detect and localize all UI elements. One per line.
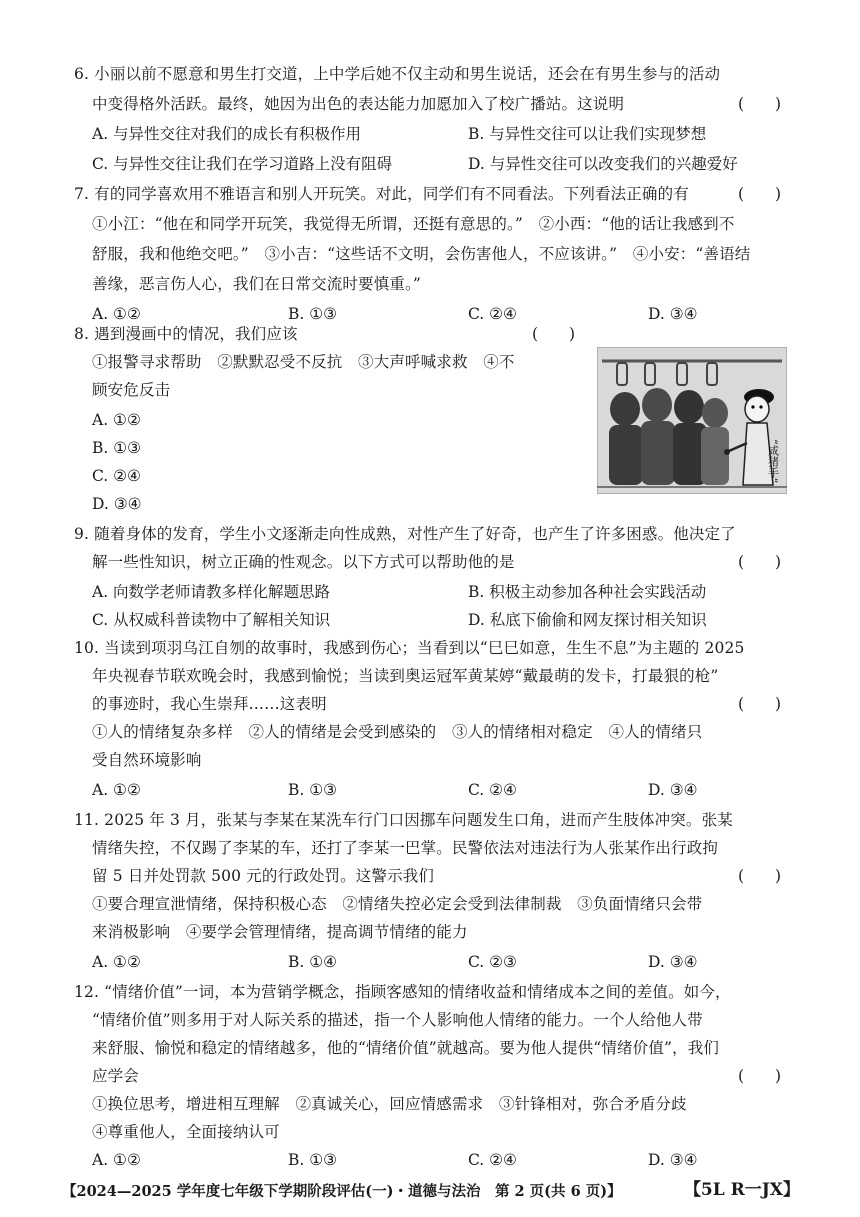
q12-option-b: B. ①③ bbox=[288, 1151, 338, 1169]
q6-option-d: D. 与异性交往可以改变我们的兴趣爱好 bbox=[468, 155, 738, 173]
cartoon-caption: “咸猪手” bbox=[766, 439, 780, 484]
q11-answer-bracket: ( ) bbox=[738, 867, 782, 885]
q11-option-c: C. ②③ bbox=[468, 953, 517, 971]
q11-line2: 情绪失控，不仅踢了李某的车，还打了李某一巴掌。民警依法对违法行为人张某作出行政拘 bbox=[92, 839, 719, 857]
q11-option-a: A. ①② bbox=[92, 953, 141, 971]
q9-option-a: A. 向数学老师请教多样化解题思路 bbox=[92, 583, 331, 601]
q8-line1: 8. 遇到漫画中的情况，我们应该 bbox=[74, 325, 298, 343]
q6-answer-bracket: ( ) bbox=[738, 95, 782, 113]
bus-harassment-cartoon bbox=[597, 347, 787, 494]
q12-answer-bracket: ( ) bbox=[738, 1067, 782, 1085]
q7-line2: ①小江：“他在和同学开玩笑，我觉得无所谓，还挺有意思的。” ②小西：“他的话让我感到不 bbox=[92, 215, 735, 233]
q12-line3: 来舒服、愉悦和稳定的情绪越多，他的“情绪价值”就越高。要为他人提供“情绪价值”，我们 bbox=[92, 1039, 719, 1057]
q7-line4: 善缘，恶言伤人心，我们在日常交流时要慎重。” bbox=[92, 275, 421, 293]
q12-option-a: A. ①② bbox=[92, 1151, 141, 1169]
q11-line4: ①要合理宣泄情绪，保持积极心态 ②情绪失控必定会受到法律制裁 ③负面情绪只会带 bbox=[92, 895, 703, 913]
q10-option-a: A. ①② bbox=[92, 781, 141, 799]
q11-line3: 留 5 日并处罚款 500 元的行政处罚。这警示我们 bbox=[92, 867, 435, 885]
q8-option-b: B. ①③ bbox=[92, 439, 142, 457]
q9-option-b: B. 积极主动参加各种社会实践活动 bbox=[468, 583, 707, 601]
q10-answer-bracket: ( ) bbox=[738, 695, 782, 713]
q7-option-d: D. ③④ bbox=[648, 305, 698, 323]
q11-option-d: D. ③④ bbox=[648, 953, 698, 971]
q10-option-d: D. ③④ bbox=[648, 781, 698, 799]
q9-line1: 9. 随着身体的发育，学生小文逐渐走向性成熟，对性产生了好奇，也产生了许多困惑。他决定了 bbox=[74, 525, 736, 543]
q8-option-d: D. ③④ bbox=[92, 495, 142, 513]
q8-option-a: A. ①② bbox=[92, 411, 141, 429]
q7-option-c: C. ②④ bbox=[468, 305, 517, 323]
q12-line6: ④尊重他人，全面接纳认可 bbox=[92, 1123, 280, 1141]
q10-line4: ①人的情绪复杂多样 ②人的情绪是会受到感染的 ③人的情绪相对稳定 ④人的情绪只 bbox=[92, 723, 703, 741]
page-footer: 【2024—2025 学年度七年级下学期阶段评估(一)・道德与法治 第 2 页(共 6 页)】 bbox=[62, 1183, 622, 1200]
q10-option-b: B. ①③ bbox=[288, 781, 338, 799]
q6-option-b: B. 与异性交往可以让我们实现梦想 bbox=[468, 125, 707, 143]
q7-option-a: A. ①② bbox=[92, 305, 141, 323]
q10-line1: 10. 当读到项羽乌江自刎的故事时，我感到伤心；当看到以“巳巳如意，生生不息”为主题的 2025 bbox=[74, 639, 745, 657]
q10-line3: 的事迹时，我心生崇拜……这表明 bbox=[92, 695, 327, 713]
q8-option-c: C. ②④ bbox=[92, 467, 141, 485]
q8-answer-bracket: ( ) bbox=[532, 325, 576, 343]
q11-line5: 来消极影响 ④要学会管理情绪，提高调节情绪的能力 bbox=[92, 923, 468, 941]
q6-option-c: C. 与异性交往让我们在学习道路上没有阻碍 bbox=[92, 155, 393, 173]
q12-option-c: C. ②④ bbox=[468, 1151, 517, 1169]
q9-line2: 解一些性知识，树立正确的性观念。以下方式可以帮助他的是 bbox=[92, 553, 515, 571]
q10-option-c: C. ②④ bbox=[468, 781, 517, 799]
q7-option-b: B. ①③ bbox=[288, 305, 338, 323]
q6-line2: 中变得格外活跃。最终，她因为出色的表达能力加愿加入了校广播站。这说明 bbox=[92, 95, 625, 113]
q7-answer-bracket: ( ) bbox=[738, 185, 782, 203]
q12-option-d: D. ③④ bbox=[648, 1151, 698, 1169]
q10-line5: 受自然环境影响 bbox=[92, 751, 202, 769]
q8-line3: 顾安危反击 bbox=[92, 381, 171, 399]
q7-line3: 舒服，我和他绝交吧。” ③小吉：“这些话不文明，会伤害他人，不应该讲。” ④小安：“善语结 bbox=[92, 245, 751, 263]
q11-line1: 11. 2025 年 3 月，张某与李某在某洗车行门口因挪车问题发生口角，进而产生肢体冲突。张某 bbox=[74, 811, 733, 829]
q10-line2: 年央视春节联欢晚会时，我感到愉悦；当读到奥运冠军黄某婷“戴最萌的发卡，打最狠的枪” bbox=[92, 667, 719, 685]
paper-code: 【5L R一JX】 bbox=[683, 1180, 800, 1200]
q12-line5: ①换位思考，增进相互理解 ②真诚关心，回应情感需求 ③针锋相对，弥合矛盾分歧 bbox=[92, 1095, 687, 1113]
q12-line2: “情绪价值”则多用于对人际关系的描述，指一个人影响他人情绪的能力。一个人给他人带 bbox=[92, 1011, 703, 1029]
q12-line1: 12. “情绪价值”一词，本为营销学概念，指顾客感知的情绪收益和情绪成本之间的差值。如今， bbox=[74, 983, 731, 1001]
q6-line1: 6. 小丽以前不愿意和男生打交道，上中学后她不仅主动和男生说话，还会在有男生参与的活动 bbox=[74, 65, 721, 83]
q9-option-d: D. 私底下偷偷和网友探讨相关知识 bbox=[468, 611, 707, 629]
q8-line2: ①报警寻求帮助 ②默默忍受不反抗 ③大声呼喊求救 ④不 bbox=[92, 353, 515, 371]
q7-line1: 7. 有的同学喜欢用不雅语言和别人开玩笑。对此，同学们有不同看法。下列看法正确的有 bbox=[74, 185, 689, 203]
q6-option-a: A. 与异性交往对我们的成长有积极作用 bbox=[92, 125, 362, 143]
q12-line4: 应学会 bbox=[92, 1067, 139, 1085]
q11-option-b: B. ①④ bbox=[288, 953, 338, 971]
q9-option-c: C. 从权威科普读物中了解相关知识 bbox=[92, 611, 331, 629]
q9-answer-bracket: ( ) bbox=[738, 553, 782, 571]
